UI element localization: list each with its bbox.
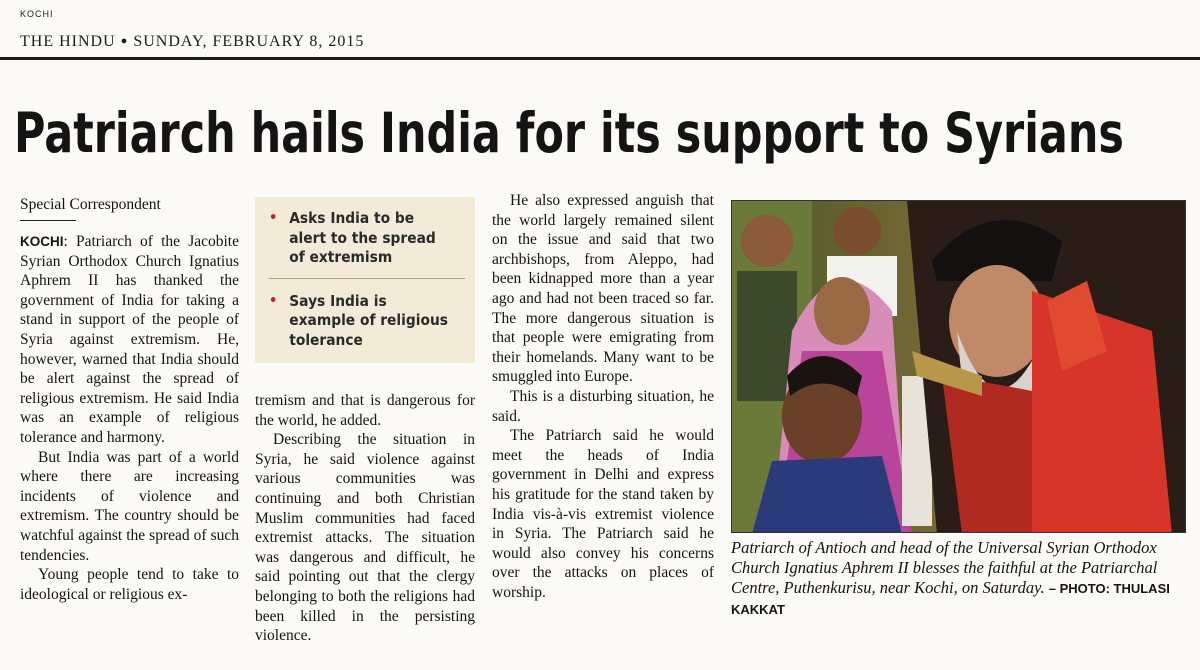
lead-paragraph [20, 232, 239, 448]
dateline: KOCHI [20, 234, 64, 249]
photo-caption [731, 538, 1191, 620]
body-paragraph: This is a disturbing situation, he said. [492, 387, 714, 425]
highlight-divider [269, 278, 465, 280]
byline: Special Correspondent [20, 196, 161, 213]
edition-label: KOCHI [20, 9, 54, 19]
masthead [20, 33, 364, 51]
body-paragraph: He also expressed anguish that the world largely remained silent on the issue and said that two archbishops, from Aleppo, had been kidnapped more than a year ago and had not been traced so far. The more dangerous situation is that people were emigrating from their homelands. Many want to be smuggled into Europe. [492, 192, 714, 386]
photo-illustration [732, 201, 1186, 533]
masthead-rule [0, 57, 1200, 60]
bullet-icon: • [269, 292, 278, 309]
news-photo [731, 200, 1186, 533]
highlight-item [269, 209, 449, 268]
byline-rule [20, 220, 76, 221]
body-paragraph: tremism and that is dangerous for the world, he added. [255, 392, 475, 429]
body-paragraph: But India was part of a world where there are increasing incidents of violence and extremism. The country should be watchful against the spread of such tendencies. [20, 448, 239, 564]
headline: Patriarch hails India for its support to Syrians [14, 101, 1124, 165]
paper-name: THE HINDU [20, 33, 116, 50]
article-column-2 [255, 391, 475, 646]
highlight-item [269, 292, 449, 351]
body-paragraph: The Patriarch said he would meet the heads of India government in Delhi and express his gratitude for the stand taken by India vis-à-vis extremist violence in Syria. The Patriarch said he would also convey his concerns over the attacks on places of worship. [492, 427, 714, 601]
photo-credit: – PHOTO: THULASI KAKKAT [731, 581, 1170, 617]
article-column-3 [492, 191, 714, 602]
caption-text: Patriarch of Antioch and head of the Universal Syrian Orthodox Church Ignatius Aphrem II blesses the faithful at the Patriarchal Centre, Puthenkurisu, near Kochi, on Saturday. [731, 538, 1158, 597]
publication-date: SUNDAY, FEBRUARY 8, 2015 [133, 33, 365, 50]
highlights-box [255, 197, 475, 363]
article-column-1 [20, 232, 239, 604]
masthead-bullet: ● [120, 35, 129, 47]
lead-text: : Patriarch of the Jacobite Syrian Orthodox Church Ignatius Aphrem II has thanked the government of India for taking a stand in support of the people of Syria against extremism. He, however, warned that India should be alert against the spread of religious extremism. He said India was an example of religious tolerance and harmony. [20, 233, 239, 446]
bullet-icon: • [269, 210, 278, 226]
highlight-text: Says India is example of religious tolerance [289, 291, 449, 349]
body-paragraph: Young people tend to take to ideological or religious ex- [20, 566, 239, 603]
body-paragraph: Describing the situation in Syria, he said violence against various communities was continuing and both Christian Muslim communities had faced extremist attacks. The situation was dangerous and difficult, he said pointing out that the clergy belonging to both the religions had been killed in the persisting violence. [255, 431, 475, 645]
highlight-text: Asks India to be alert to the spread of extremism [289, 209, 436, 266]
